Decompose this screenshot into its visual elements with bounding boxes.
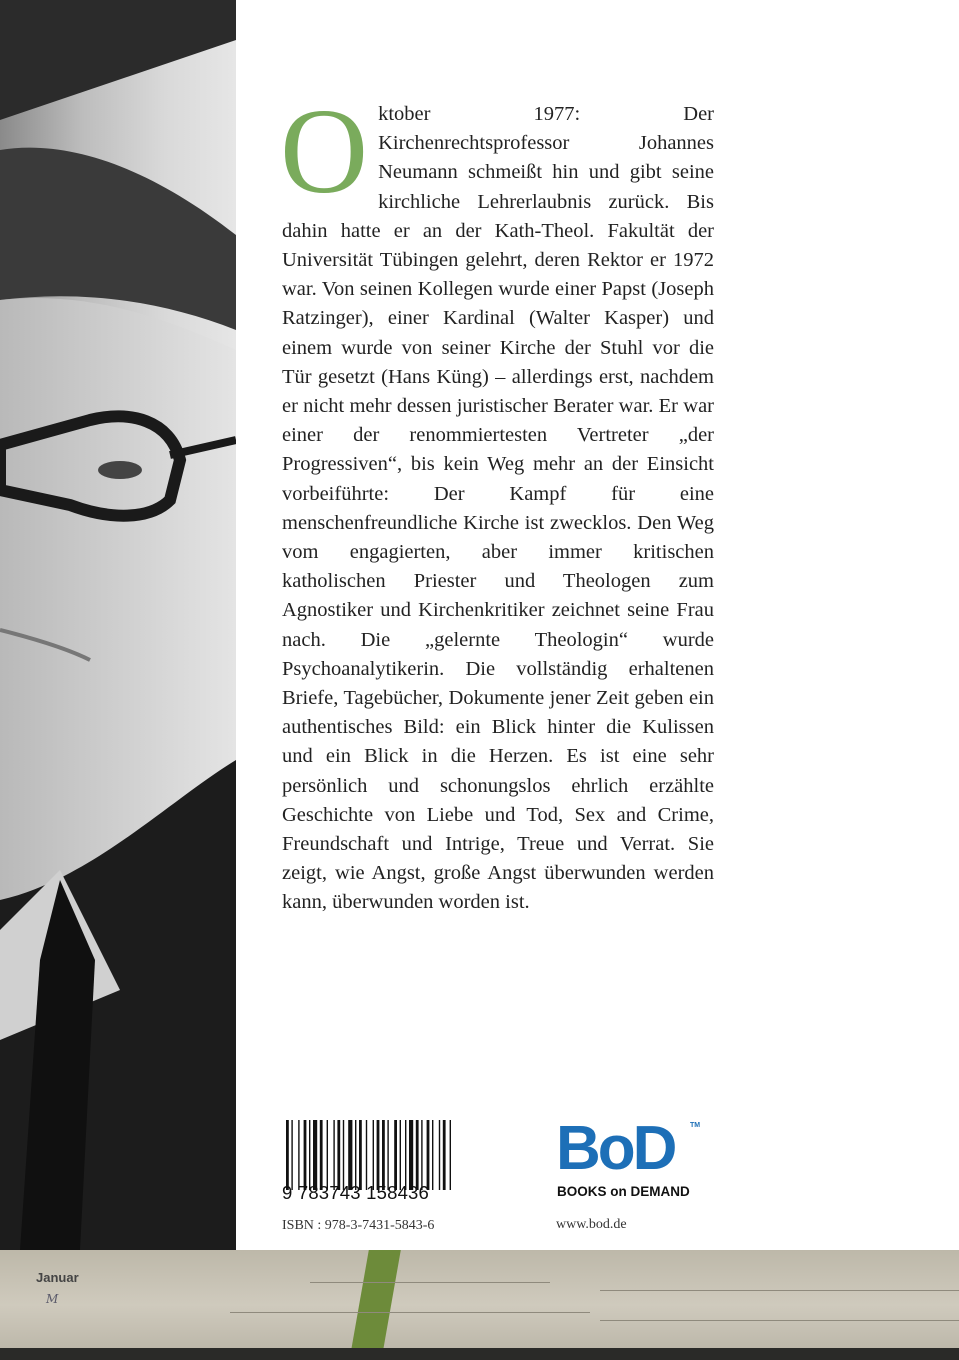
barcode-bar <box>409 1120 413 1190</box>
barcode-bar <box>343 1120 344 1190</box>
barcode-bar <box>427 1120 430 1190</box>
barcode-bar <box>439 1120 440 1190</box>
barcode-bar <box>377 1120 380 1190</box>
barcode-bar <box>387 1120 388 1190</box>
barcode-bar <box>382 1120 385 1190</box>
portrait-illustration <box>0 0 236 1250</box>
publisher-url: www.bod.de <box>556 1217 627 1232</box>
back-cover-blurb <box>280 84 714 918</box>
barcode-bar <box>394 1120 397 1190</box>
barcode-bar <box>309 1120 310 1190</box>
barcode-bar <box>443 1120 446 1190</box>
barcode-bar <box>432 1120 433 1190</box>
barcode-bar <box>416 1120 419 1190</box>
barcode-bar <box>327 1120 328 1190</box>
barcode-bar <box>291 1120 292 1190</box>
barcode-bar <box>333 1120 334 1190</box>
barcode-bar <box>400 1120 401 1190</box>
publisher-tagline: BOOKS on DEMAND <box>557 1184 690 1199</box>
cover-photo <box>0 0 236 1250</box>
publisher-logo: BoD <box>556 1114 675 1183</box>
barcode-bar <box>366 1120 367 1190</box>
barcode-bar <box>286 1120 289 1190</box>
barcode-bar <box>348 1120 352 1190</box>
barcode-bar <box>320 1120 323 1190</box>
barcode-bar <box>359 1120 362 1190</box>
barcode-bar <box>313 1120 317 1190</box>
barcode-bar <box>421 1120 422 1190</box>
trademark-mark: TM <box>690 1122 701 1129</box>
barcode-bar <box>355 1120 356 1190</box>
barcode-bar <box>373 1120 374 1190</box>
diary-month: Januar <box>36 1270 79 1285</box>
barcode-digits: 9 783743 158436 <box>282 1182 430 1203</box>
blurb-text: ktober 1977: Der Kirchenrechtsprofessor Johannes Neumann schmeißt hin und gibt seine kirchliche Lehrerlaubnis zurück. Bis dahin hatte er an der Kath-Theol. Fakultät der Universität Tübingen gelehrt, deren Rektor er 1972 war. Von seinen Kollegen wurde einer Papst (Joseph Ratzinger), einer Kardinal (Walter Kasper) und einem wurde von seiner Kirche der Stuhl vor die Tür gesetzt (Hans Küng) – allerdings erst, nachdem er nicht mehr dessen juristischer Berater war. Er war einer der renommiertesten Vertreter „der Progressiven“, bis kein Weg mehr an der Einsicht vorbeiführte: Der Kampf für eine menschenfreundliche Kirche ist zwecklos. Den Weg vom engagierten, aber immer kritischen katholischen Priester und Theologen zum Agnostiker und Kirchenkritiker zeichnet seine Frau nach. Die „gelernte Theologin“ wurde Psychoanalytikerin. Die vollständig erhaltenen Briefe, Tagebücher, Dokumente jener Zeit geben ein authentisches Bild: ein Blick hinter die Kulissen und ein Blick in die Herzen. Es ist eine sehr persönlich und schonungslos ehrlich erzählte Geschichte von Liebe und Tod, Sex and Crime, Freundschaft und Intrige, Treue und Verrat. Sie zeigt, wie Angst, große Angst überwunden werden kann, überwunden worden ist. <box>282 103 714 914</box>
bookmark-ribbon <box>351 1250 401 1350</box>
drop-cap: O <box>280 84 369 219</box>
diary-photo-strip <box>0 1250 959 1360</box>
barcode-bar <box>337 1120 340 1190</box>
diary-day: M <box>46 1292 59 1306</box>
barcode-bar <box>405 1120 406 1190</box>
barcode-bar <box>450 1120 451 1190</box>
isbn-number: ISBN : 978-3-7431-5843-6 <box>282 1218 435 1233</box>
barcode-bar <box>298 1120 299 1190</box>
barcode-bar <box>304 1120 307 1190</box>
